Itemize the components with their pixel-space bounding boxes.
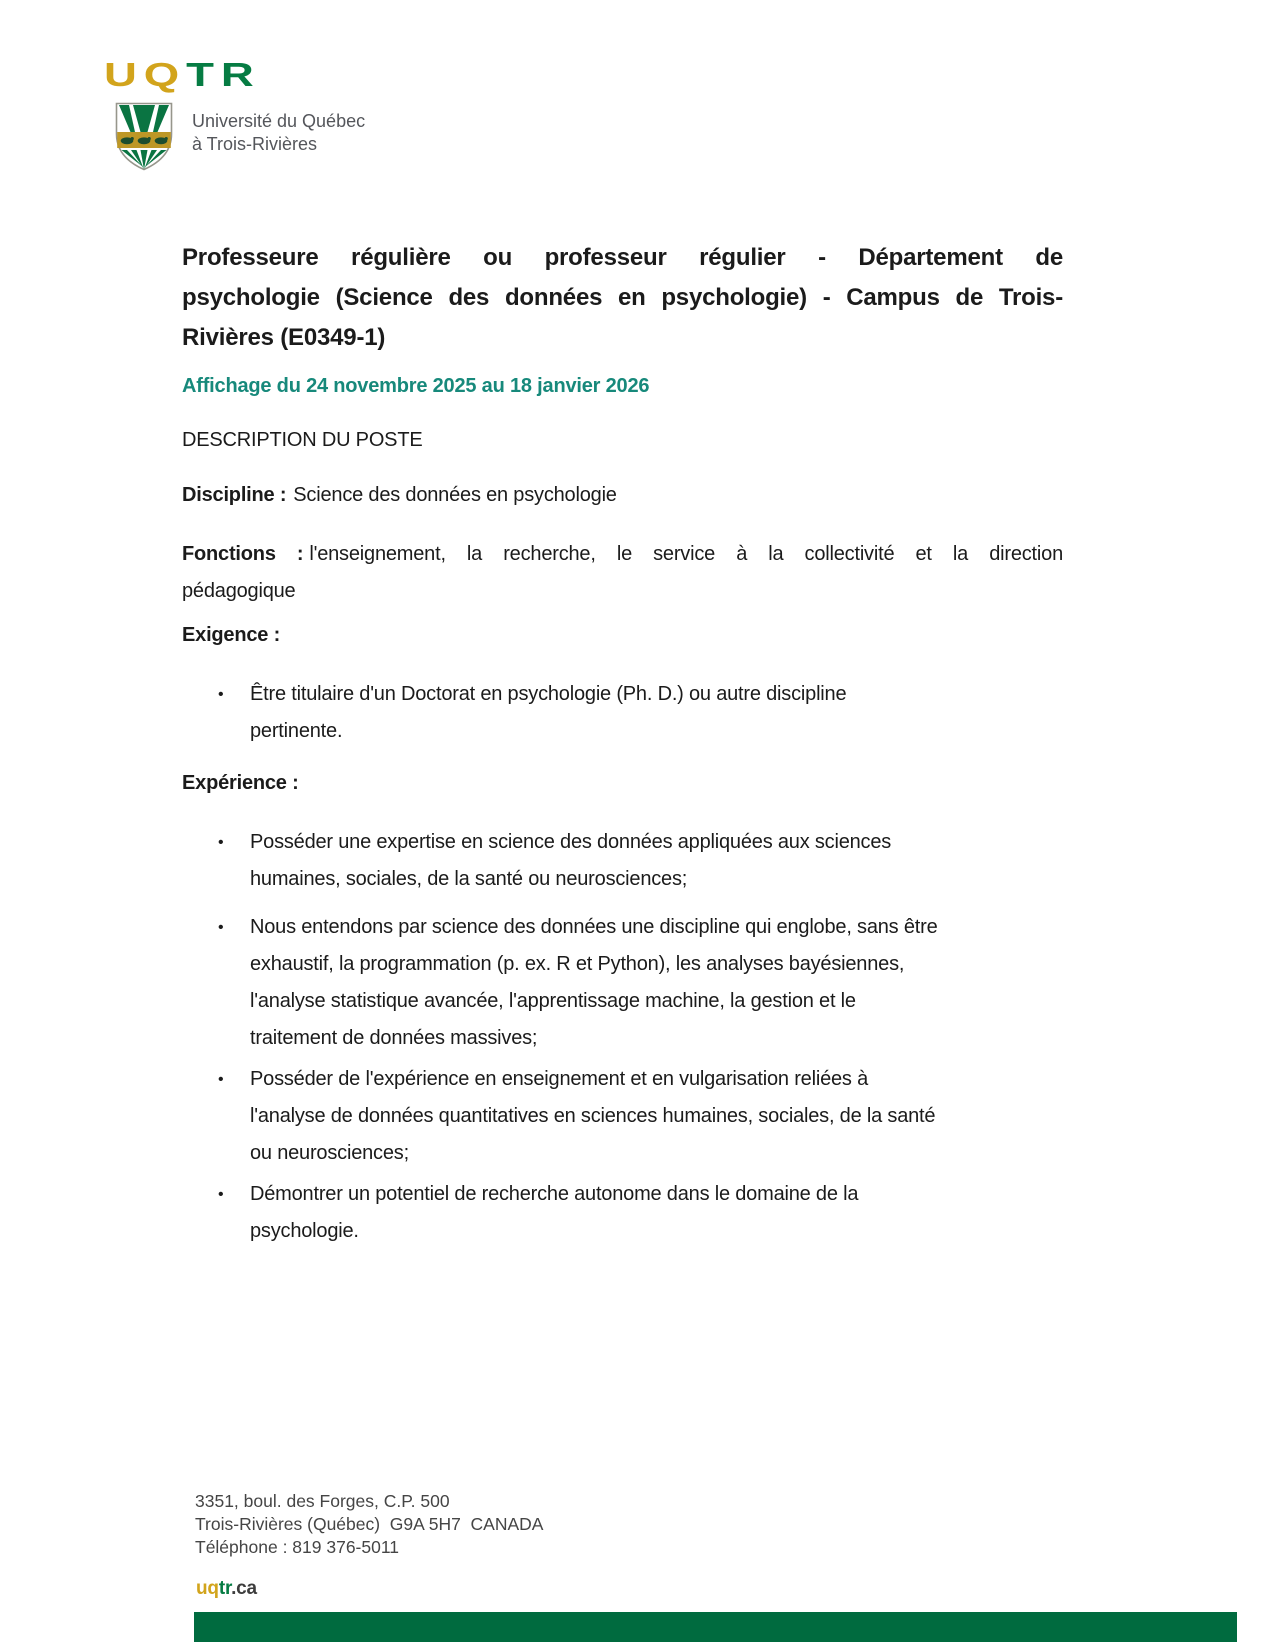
exigence-heading: Exigence : [182, 624, 281, 646]
wordmark-uq: UQ [104, 56, 187, 93]
uqtr-shield-icon [114, 101, 174, 176]
experience-bullet-text: Démontrer un potentiel de recherche autonome dans le domaine de la psychologie. [250, 1183, 859, 1242]
bullet-icon: • [218, 834, 224, 851]
posting-period: Affichage du 24 novembre 2025 au 18 janvier 2026 [182, 375, 650, 397]
experience-bullet-item [182, 1176, 1063, 1250]
exigence-bullet-text: Être titulaire d'un Doctorat en psychologie (Ph. D.) ou autre discipline pertinente. [250, 683, 847, 742]
experience-bullet-item [182, 909, 1063, 1057]
university-name: Université du Québec à Trois-Rivières [192, 111, 366, 154]
fonctions-text-line1: l'enseignement, la recherche, le service à la collectivité et la direction [309, 543, 1063, 565]
experience-bullet-item [182, 824, 1063, 898]
experience-heading: Expérience : [182, 772, 299, 794]
job-title: Professeure régulière ou professeur régulier - Département de psychologie (Science des données en psychologie) - Campus de Trois- Rivières (E0349-1) [182, 244, 1063, 351]
footer-website [196, 1578, 257, 1600]
document-body [182, 0, 1063, 1650]
site-tr: tr [218, 1578, 232, 1599]
discipline-value: Science des données en psychologie [293, 484, 617, 506]
bullet-icon: • [218, 1071, 224, 1088]
experience-bullet-text: Posséder une expertise en science des données appliquées aux sciences humaines, sociales, de la santé ou neurosciences; [250, 831, 892, 890]
fonctions-paragraph [182, 536, 1063, 610]
fonctions-label: Fonctions : [182, 543, 304, 565]
experience-bullet-item [182, 1061, 1063, 1172]
fonctions-text-line2: pédagogique [182, 580, 296, 602]
discipline-label: Discipline : [182, 484, 287, 506]
site-uq: uq [196, 1578, 219, 1599]
bullet-icon: • [218, 919, 224, 936]
bullet-icon: • [218, 686, 224, 703]
experience-bullet-text: Posséder de l'expérience en enseignement et en vulgarisation reliées à l'analyse de données quantitatives en sciences humaines, sociales, de la santé ou neurosciences; [250, 1068, 936, 1164]
exigence-bullet-item [182, 676, 1063, 750]
section-heading-description: DESCRIPTION DU POSTE [182, 429, 423, 451]
wordmark-tr: TR [186, 56, 261, 93]
bullet-icon: • [218, 1186, 224, 1203]
site-suffix: .ca [231, 1578, 257, 1599]
footer-green-bar [194, 1612, 1237, 1642]
footer-address: 3351, boul. des Forges, C.P. 500 Trois-Rivières (Québec) G9A 5H7 CANADA Téléphone : 819 376-5011 [195, 1491, 544, 1557]
experience-bullet-text: Nous entendons par science des données une discipline qui englobe, sans être exhaustif, la programmation (p. ex. R et Python), les analyses bayésiennes, l'analyse statistique avancée, l'apprentissage machine, la gestion et le traitement de données massives; [250, 916, 938, 1049]
discipline-line [182, 481, 1063, 509]
